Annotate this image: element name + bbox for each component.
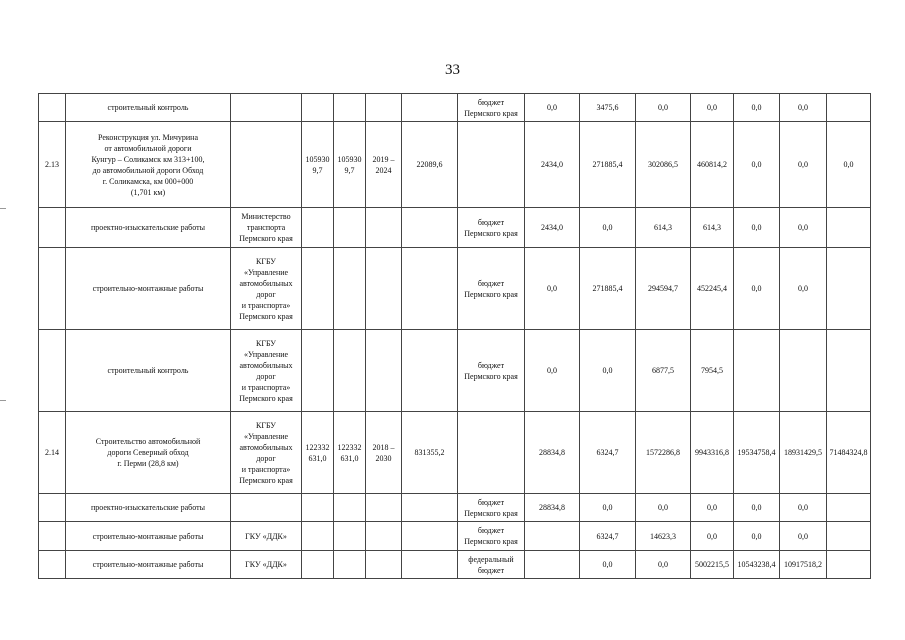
- table-cell: [827, 330, 871, 412]
- table-cell: 19534758,4: [734, 412, 780, 494]
- table-cell: [525, 522, 580, 551]
- table-cell: [334, 208, 366, 248]
- table-cell: [231, 122, 302, 208]
- table-cell: [402, 208, 458, 248]
- table-cell: [334, 551, 366, 579]
- table-cell: [39, 94, 66, 122]
- table-cell: 0,0: [525, 330, 580, 412]
- table-cell: 6324,7: [580, 522, 636, 551]
- table-body: [39, 94, 871, 579]
- table-cell: 0,0: [780, 522, 827, 551]
- table-cell: [827, 494, 871, 522]
- table-cell: 18931429,5: [780, 412, 827, 494]
- table-cell: [402, 494, 458, 522]
- table-cell: [302, 551, 334, 579]
- table-cell: федеральный бюджет: [458, 551, 525, 579]
- table-cell: 0,0: [525, 248, 580, 330]
- table-cell: [302, 330, 334, 412]
- table-cell: 122332 631,0: [334, 412, 366, 494]
- table-cell: [39, 248, 66, 330]
- table-cell: 460814,2: [691, 122, 734, 208]
- table-cell: 0,0: [636, 494, 691, 522]
- table-cell: 10543238,4: [734, 551, 780, 579]
- table-cell: Министерство транспорта Пермского края: [231, 208, 302, 248]
- table-row: [39, 522, 871, 551]
- table-cell: 28834,8: [525, 412, 580, 494]
- table-cell: 0,0: [780, 248, 827, 330]
- table-cell: 271885,4: [580, 122, 636, 208]
- table-cell: 6877,5: [636, 330, 691, 412]
- table-cell: строительный контроль: [66, 330, 231, 412]
- table-cell: 271885,4: [580, 248, 636, 330]
- table-cell: 0,0: [780, 494, 827, 522]
- table-cell: 6324,7: [580, 412, 636, 494]
- table-cell: строительно-монтажные работы: [66, 522, 231, 551]
- table-cell: 2018 – 2030: [366, 412, 402, 494]
- table-cell: [734, 330, 780, 412]
- table-cell: 22089,6: [402, 122, 458, 208]
- table-cell: ГКУ «ДДК»: [231, 522, 302, 551]
- table-cell: [402, 551, 458, 579]
- table-cell: бюджет Пермского края: [458, 522, 525, 551]
- table-cell: КГБУ «Управление автомобильных дорог и транспорта» Пермского края: [231, 330, 302, 412]
- table-cell: 302086,5: [636, 122, 691, 208]
- table-cell: КГБУ «Управление автомобильных дорог и транспорта» Пермского края: [231, 412, 302, 494]
- table-cell: проектно-изыскательские работы: [66, 208, 231, 248]
- table-cell: [366, 248, 402, 330]
- table-cell: 452245,4: [691, 248, 734, 330]
- table-cell: 294594,7: [636, 248, 691, 330]
- table-cell: 7954,5: [691, 330, 734, 412]
- table-cell: 2.14: [39, 412, 66, 494]
- table-cell: [231, 494, 302, 522]
- table-cell: [302, 94, 334, 122]
- table-cell: [334, 494, 366, 522]
- table-cell: 0,0: [580, 551, 636, 579]
- table-cell: [334, 248, 366, 330]
- table-cell: 0,0: [525, 94, 580, 122]
- table-cell: [302, 494, 334, 522]
- table-row: [39, 330, 871, 412]
- table-cell: 2434,0: [525, 208, 580, 248]
- table-cell: [827, 522, 871, 551]
- page-number: 33: [445, 62, 460, 78]
- table-row: [39, 494, 871, 522]
- table-cell: [402, 248, 458, 330]
- table-cell: [827, 248, 871, 330]
- left-edge-mark: [0, 208, 6, 209]
- left-edge-mark: [0, 400, 6, 401]
- table-cell: 0,0: [691, 94, 734, 122]
- table-cell: [780, 330, 827, 412]
- table-cell: 2434,0: [525, 122, 580, 208]
- table-cell: 831355,2: [402, 412, 458, 494]
- table-cell: 122332 631,0: [302, 412, 334, 494]
- table-cell: [458, 412, 525, 494]
- table-cell: 0,0: [780, 94, 827, 122]
- table-cell: строительный контроль: [66, 94, 231, 122]
- table-cell: [302, 208, 334, 248]
- table-cell: бюджет Пермского края: [458, 330, 525, 412]
- table-cell: [827, 551, 871, 579]
- table-cell: [827, 94, 871, 122]
- table-cell: 14623,3: [636, 522, 691, 551]
- table-cell: [302, 248, 334, 330]
- table-cell: [39, 551, 66, 579]
- table-cell: 0,0: [734, 248, 780, 330]
- table-cell: 0,0: [734, 494, 780, 522]
- table-cell: бюджет Пермского края: [458, 94, 525, 122]
- table-row: [39, 94, 871, 122]
- table-cell: 10917518,2: [780, 551, 827, 579]
- table-cell: проектно-изыскательские работы: [66, 494, 231, 522]
- table-cell: [458, 122, 525, 208]
- table-cell: строительно-монтажные работы: [66, 248, 231, 330]
- table-cell: 2019 – 2024: [366, 122, 402, 208]
- table-cell: строительно-монтажные работы: [66, 551, 231, 579]
- table-cell: 0,0: [580, 208, 636, 248]
- table-cell: [231, 94, 302, 122]
- table-cell: [402, 94, 458, 122]
- table-cell: 0,0: [691, 494, 734, 522]
- table-cell: [525, 551, 580, 579]
- table-row: [39, 551, 871, 579]
- table-cell: [366, 94, 402, 122]
- table-row: [39, 208, 871, 248]
- table-cell: 614,3: [691, 208, 734, 248]
- table-cell: КГБУ «Управление автомобильных дорог и транспорта» Пермского края: [231, 248, 302, 330]
- table-cell: [39, 330, 66, 412]
- table-cell: 0,0: [691, 522, 734, 551]
- table-cell: 105930 9,7: [302, 122, 334, 208]
- table-row: [39, 248, 871, 330]
- table-cell: 0,0: [734, 208, 780, 248]
- table-cell: [334, 94, 366, 122]
- table-cell: бюджет Пермского края: [458, 248, 525, 330]
- table-cell: 0,0: [636, 94, 691, 122]
- table-cell: 0,0: [780, 122, 827, 208]
- table-cell: Строительство автомобильной дороги Северный обход г. Перми (28,8 км): [66, 412, 231, 494]
- table-cell: 1572286,8: [636, 412, 691, 494]
- table-cell: 0,0: [734, 522, 780, 551]
- table-cell: 0,0: [734, 94, 780, 122]
- table-cell: 0,0: [734, 122, 780, 208]
- program-table: [38, 93, 871, 579]
- table-cell: [302, 522, 334, 551]
- table-cell: [366, 551, 402, 579]
- table-cell: 0,0: [780, 208, 827, 248]
- table-cell: [366, 494, 402, 522]
- table-cell: бюджет Пермского края: [458, 494, 525, 522]
- table-cell: [39, 522, 66, 551]
- table-cell: 0,0: [827, 122, 871, 208]
- table-cell: [334, 330, 366, 412]
- table-cell: [827, 208, 871, 248]
- table-cell: ГКУ «ДДК»: [231, 551, 302, 579]
- table-cell: [39, 208, 66, 248]
- table-cell: 0,0: [580, 494, 636, 522]
- table-cell: 71484324,8: [827, 412, 871, 494]
- table-cell: 105930 9,7: [334, 122, 366, 208]
- table-cell: [366, 208, 402, 248]
- table-cell: 614,3: [636, 208, 691, 248]
- table-cell: 3475,6: [580, 94, 636, 122]
- table-cell: бюджет Пермского края: [458, 208, 525, 248]
- table-cell: [366, 330, 402, 412]
- table-cell: [366, 522, 402, 551]
- table-row: [39, 122, 871, 208]
- table-row: [39, 412, 871, 494]
- table-cell: 9943316,8: [691, 412, 734, 494]
- table-cell: 0,0: [636, 551, 691, 579]
- table-cell: 5002215,5: [691, 551, 734, 579]
- table-cell: 28834,8: [525, 494, 580, 522]
- table-cell: Реконструкция ул. Мичурина от автомобильной дороги Кунгур – Соликамск км 313+100, до автомобильной дороги Обход г. Соликамска, км 000+000 (1,701 км): [66, 122, 231, 208]
- table-cell: [402, 330, 458, 412]
- table-cell: 2.13: [39, 122, 66, 208]
- table-cell: 0,0: [580, 330, 636, 412]
- table-cell: [39, 494, 66, 522]
- table-cell: [402, 522, 458, 551]
- table-cell: [334, 522, 366, 551]
